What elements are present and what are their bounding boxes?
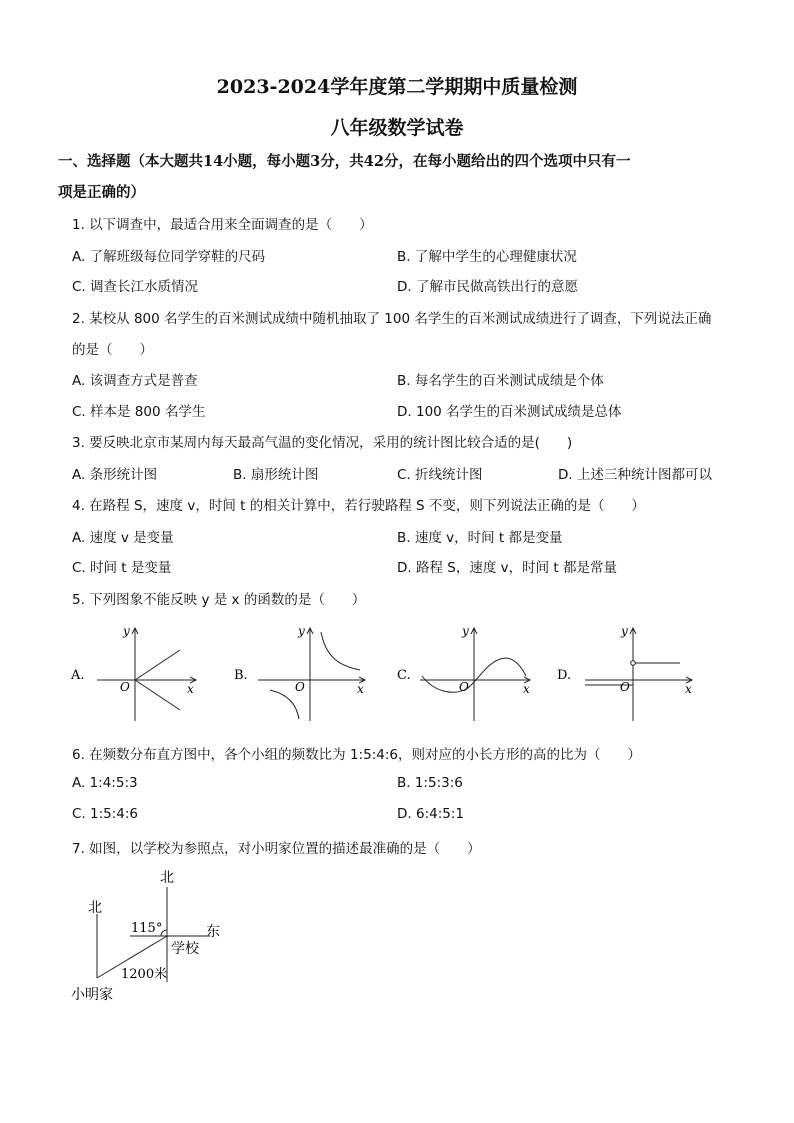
exam-subtitle: 八年级数学试卷 bbox=[330, 117, 464, 139]
svg-text:x: x bbox=[357, 682, 364, 696]
q4-option-d[interactable]: D. 路程 S，速度 v，时间 t 都是常量 bbox=[397, 560, 617, 576]
q7-east: 东 bbox=[206, 924, 220, 940]
q5-label-a: A. bbox=[71, 668, 85, 683]
svg-text:y: y bbox=[462, 624, 469, 638]
q5-graph-d[interactable] bbox=[557, 624, 692, 721]
question-4-stem: 4. 在路程 S，速度 v，时间 t 的相关计算中，若行驶路程 S 不变，则下列说法正确的是（ ） bbox=[72, 498, 645, 514]
q5-graph-a[interactable] bbox=[70, 624, 196, 721]
q2-option-d[interactable]: D. 100 名学生的百米测试成绩是总体 bbox=[397, 404, 622, 420]
svg-text:y: y bbox=[621, 624, 628, 638]
q5-graph-c[interactable] bbox=[397, 624, 530, 721]
section-heading-line2: 项是正确的） bbox=[58, 184, 145, 201]
question-5-stem: 5. 下列图象不能反映 y 是 x 的函数的是（ ） bbox=[72, 592, 366, 608]
q2-option-a[interactable]: A. 该调查方式是普查 bbox=[72, 373, 198, 389]
q7-north-top: 北 bbox=[160, 870, 174, 886]
q7-home: 小明家 bbox=[71, 987, 113, 1003]
section-heading-line1: 一、选择题（本大题共14小题，每小题3分，共42分，在每小题给出的四个选项中只有一 bbox=[58, 153, 631, 170]
q7-north-left: 北 bbox=[88, 900, 102, 916]
q4-option-c[interactable]: C. 时间 t 是变量 bbox=[72, 560, 172, 576]
q5-label-c: C. bbox=[397, 668, 411, 683]
svg-text:O: O bbox=[459, 680, 469, 694]
svg-text:x: x bbox=[685, 682, 692, 696]
q7-distance: 1200米 bbox=[121, 967, 168, 982]
q5-label-d: D. bbox=[557, 668, 572, 683]
q5-label-b: B. bbox=[234, 668, 248, 683]
q2-option-b[interactable]: B. 每名学生的百米测试成绩是个体 bbox=[397, 373, 604, 389]
q7-school: 学校 bbox=[171, 941, 199, 957]
q4-option-b[interactable]: B. 速度 v，时间 t 都是变量 bbox=[397, 530, 563, 546]
q4-option-a[interactable]: A. 速度 v 是变量 bbox=[72, 530, 174, 546]
q3-option-a[interactable]: A. 条形统计图 bbox=[72, 467, 158, 483]
question-1-stem: 1. 以下调查中，最适合用来全面调查的是（ ） bbox=[72, 217, 373, 233]
svg-text:O: O bbox=[620, 680, 630, 694]
q7-direction-diagram bbox=[60, 862, 240, 1012]
question-7-stem: 7. 如图，以学校为参照点，对小明家位置的描述最准确的是（ ） bbox=[72, 841, 481, 857]
svg-text:O: O bbox=[120, 680, 130, 694]
q7-angle: 115° bbox=[131, 921, 163, 936]
q6-option-b[interactable]: B. 1:5:3:6 bbox=[397, 775, 463, 791]
svg-text:x: x bbox=[523, 682, 530, 696]
q3-option-d[interactable]: D. 上述三种统计图都可以 bbox=[558, 467, 712, 483]
q1-option-d[interactable]: D. 了解市民做高铁出行的意愿 bbox=[397, 279, 578, 295]
svg-text:x: x bbox=[187, 682, 194, 696]
q6-option-a[interactable]: A. 1:4:5:3 bbox=[72, 775, 138, 791]
q5-graph-b[interactable] bbox=[234, 624, 365, 721]
q5-graphs bbox=[60, 618, 740, 728]
q1-option-a[interactable]: A. 了解班级每位同学穿鞋的尺码 bbox=[72, 249, 266, 265]
question-2-stem-line1: 2. 某校从 800 名学生的百米测试成绩中随机抽取了 100 名学生的百米测试成绩进行了调查，下列说法正确 bbox=[72, 311, 712, 327]
q6-option-c[interactable]: C. 1:5:4:6 bbox=[72, 806, 139, 822]
q3-option-c[interactable]: C. 折线统计图 bbox=[397, 467, 483, 483]
svg-text:y: y bbox=[298, 624, 305, 638]
q6-option-d[interactable]: D. 6:4:5:1 bbox=[397, 806, 464, 822]
question-2-stem-line2: 的是（ ） bbox=[72, 342, 153, 358]
section-heading bbox=[58, 146, 738, 208]
exam-title: 2023-2024学年度第二学期期中质量检测 bbox=[216, 76, 578, 98]
q1-option-b[interactable]: B. 了解中学生的心理健康状况 bbox=[397, 249, 577, 265]
question-6-stem: 6. 在频数分布直方图中，各个小组的频数比为 1:5:4:6，则对应的小长方形的高的比为（ ） bbox=[72, 747, 641, 763]
question-3-stem: 3. 要反映北京市某周内每天最高气温的变化情况，采用的统计图比较合适的是( ) bbox=[72, 435, 573, 451]
q2-option-c[interactable]: C. 样本是 800 名学生 bbox=[72, 404, 206, 420]
q3-option-b[interactable]: B. 扇形统计图 bbox=[233, 467, 319, 483]
svg-text:O: O bbox=[295, 680, 305, 694]
svg-text:y: y bbox=[123, 624, 130, 638]
q1-option-c[interactable]: C. 调查长江水质情况 bbox=[72, 279, 199, 295]
